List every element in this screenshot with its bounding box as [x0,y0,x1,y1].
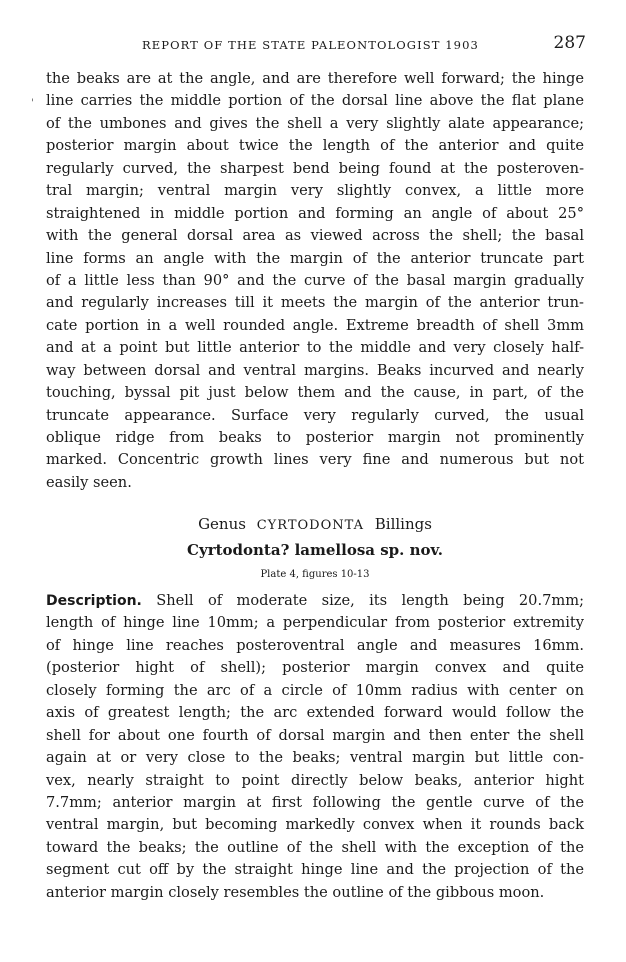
text-line: axis of greatest length; the arc extended forward would follow the [46,704,584,722]
text-line: toward the beaks; the outline of the shell with the exception of the [46,838,584,856]
text-line: closely forming the arc of a circle of 10mm radius with center on [46,681,584,699]
stray-mark: ' [31,98,34,109]
text-line: vex, nearly straight to point directly below beaks, anterior hight [46,771,584,789]
text-line: of a little less than 90° and the curve of the basal margin gradually [46,271,584,289]
genus-name: CYRTODONTA [256,518,364,533]
text-line: the beaks are at the angle, and are therefore well forward; the hinge [46,70,584,87]
text-line: oblique ridge from beaks to posterior margin not prominently [46,429,584,446]
description-first-line: Shell of moderate size, its length being 20.7mm; [156,592,584,609]
text-line: tral margin; ventral margin very slightly convex, a little more [46,182,584,200]
text-line: cate portion in a well rounded angle. Extreme breadth of shell 3mm [46,316,584,334]
genus-prefix: Genus [198,515,246,533]
text-line: way between dorsal and ventral margins. Beaks incurved and nearly [46,361,584,379]
text-line: again at or very close to the beaks; ventral margin but little con- [46,749,584,767]
genus-author: Billings [374,515,432,533]
running-title: REPORT OF THE STATE PALEONTOLOGIST 1903 [142,38,479,52]
text-line: (posterior hight of shell); posterior margin convex and quite [46,659,584,677]
paragraph-continued [46,68,584,494]
species-heading: Cyrtodonta? lamellosa sp. nov. [187,541,443,559]
text-line: and regularly increases till it meets the margin of the anterior trun- [46,294,584,312]
text-line: length of hinge line 10mm; a perpendicular from posterior extremity [46,614,584,632]
text-line: with the general dorsal area as viewed across the shell; the basal [46,227,584,245]
text-line: posterior margin about twice the length of the anterior and quite [46,137,584,155]
text-line: anterior margin closely resembles the outline of the gibbous moon. [46,883,545,901]
text-line-first [46,590,584,612]
text-line: easily seen. [46,473,132,491]
text-line: and at a point but little anterior to the middle and very closely half- [46,339,584,357]
text-line: ventral margin, but becoming markedly convex when it rounds back [46,816,584,834]
text-line: touching, byssal pit just below them and the cause, in part, of the [46,384,584,402]
plate-reference: Plate 4, figures 10-13 [260,569,370,580]
text-line: marked. Concentric growth lines very fine and numerous but not [46,451,584,469]
text-line: straightened in middle portion and forming an angle of about 25° [46,204,584,222]
text-line: shell for about one fourth of dorsal margin and then enter the shell [46,726,584,744]
description-paragraph [46,590,584,904]
text-line: line carries the middle portion of the dorsal line above the flat plane [46,92,584,110]
text-line: segment cut off by the straight hinge line and the projection of the [46,861,584,879]
description-label: Description. [46,593,142,609]
text-line: line forms an angle with the margin of the anterior truncate part [46,249,584,267]
text-line: truncate appearance. Surface very regularly curved, the usual [46,406,584,424]
text-line: 7.7mm; anterior margin at first following the gentle curve of the [46,793,584,811]
genus-heading [46,515,584,533]
text-line: of the umbones and gives the shell a very slightly alate appearance; [46,114,584,132]
text-line: regularly curved, the sharpest bend being found at the posteroven- [46,159,584,177]
running-head [46,33,586,60]
text-line: of hinge line reaches posteroventral angle and measures 16mm. [46,636,584,654]
page-number: 287 [553,33,586,53]
